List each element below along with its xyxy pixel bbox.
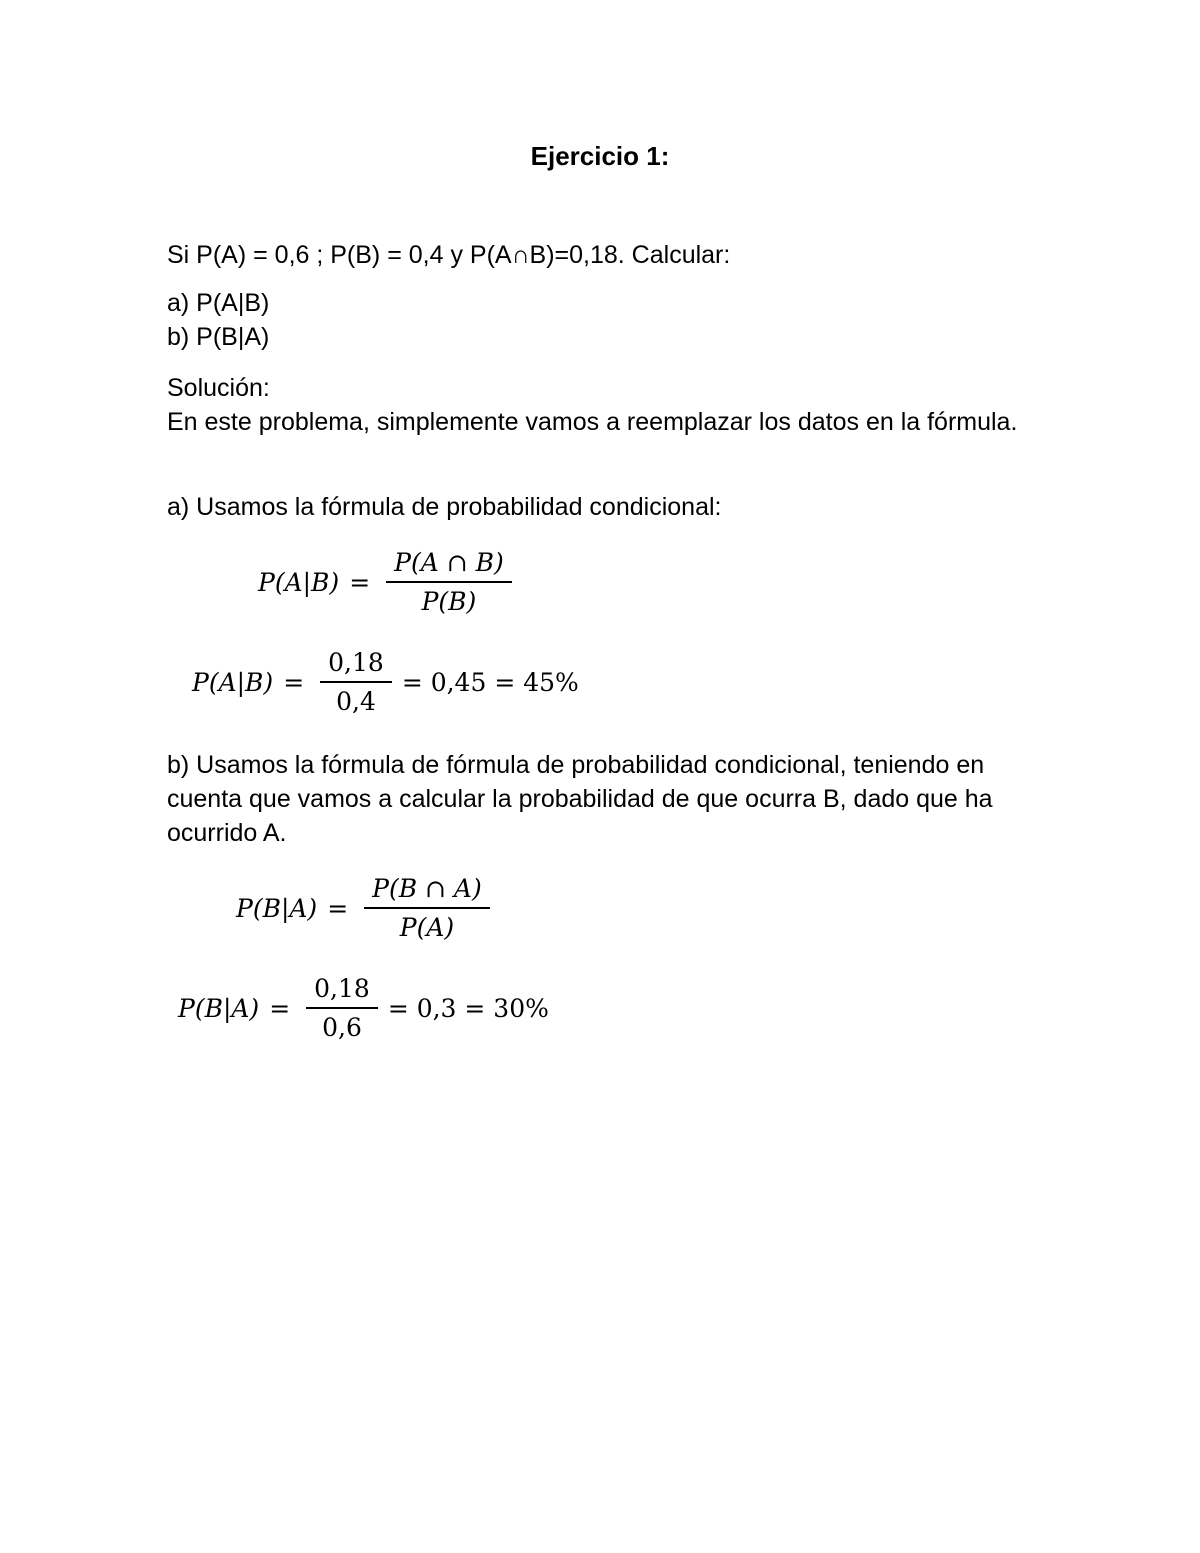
question-b: b) P(B|A) xyxy=(167,323,270,351)
calc-b-fraction xyxy=(306,974,378,1042)
formula-b-equals: = xyxy=(327,893,349,923)
solution-label: Solución: xyxy=(167,374,270,402)
formula-b-lhs: P(B|A) xyxy=(236,893,318,923)
calc-a-equals: = xyxy=(283,667,305,697)
formula-b-numerator: P(B ∩ A) xyxy=(364,874,490,909)
formula-a xyxy=(258,548,518,616)
formula-b-fraction xyxy=(364,874,490,942)
part-a-text: a) Usamos la fórmula de probabilidad condicional: xyxy=(167,493,722,521)
calc-b xyxy=(178,974,549,1042)
formula-b-denominator: P(A) xyxy=(399,913,455,942)
page-title: Ejercicio 1: xyxy=(530,141,670,171)
calc-a-numerator: 0,18 xyxy=(320,648,392,683)
calc-b-denominator: 0,6 xyxy=(322,1013,362,1042)
calc-b-lhs: P(B|A) xyxy=(178,993,260,1023)
solution-intro: En este problema, simplemente vamos a reemplazar los datos en la fórmula. xyxy=(167,408,1018,436)
part-b-text: b) Usamos la fórmula de fórmula de probabilidad condicional, teniendo en cuenta que vamos a calcular la probabilidad de que ocurra B, dado que ha ocurrido A. xyxy=(167,751,993,847)
formula-a-equals: = xyxy=(349,567,371,597)
question-a: a) P(A|B) xyxy=(167,289,270,317)
calc-a-fraction xyxy=(320,648,392,716)
calc-b-result: = 0,3 = 30% xyxy=(387,993,549,1023)
calc-a-denominator: 0,4 xyxy=(336,687,376,716)
calc-b-numerator: 0,18 xyxy=(306,974,378,1009)
formula-a-fraction xyxy=(386,548,512,616)
calc-b-equals: = xyxy=(269,993,291,1023)
formula-b xyxy=(236,874,496,942)
calc-a-result: = 0,45 = 45% xyxy=(401,667,579,697)
formula-a-lhs: P(A|B) xyxy=(258,567,340,597)
formula-a-denominator: P(B) xyxy=(421,587,477,616)
calc-a xyxy=(192,648,579,716)
problem-statement: Si P(A) = 0,6 ; P(B) = 0,4 y P(A∩B)=0,18. Calcular: xyxy=(167,241,731,269)
calc-a-lhs: P(A|B) xyxy=(192,667,274,697)
formula-a-numerator: P(A ∩ B) xyxy=(386,548,512,583)
